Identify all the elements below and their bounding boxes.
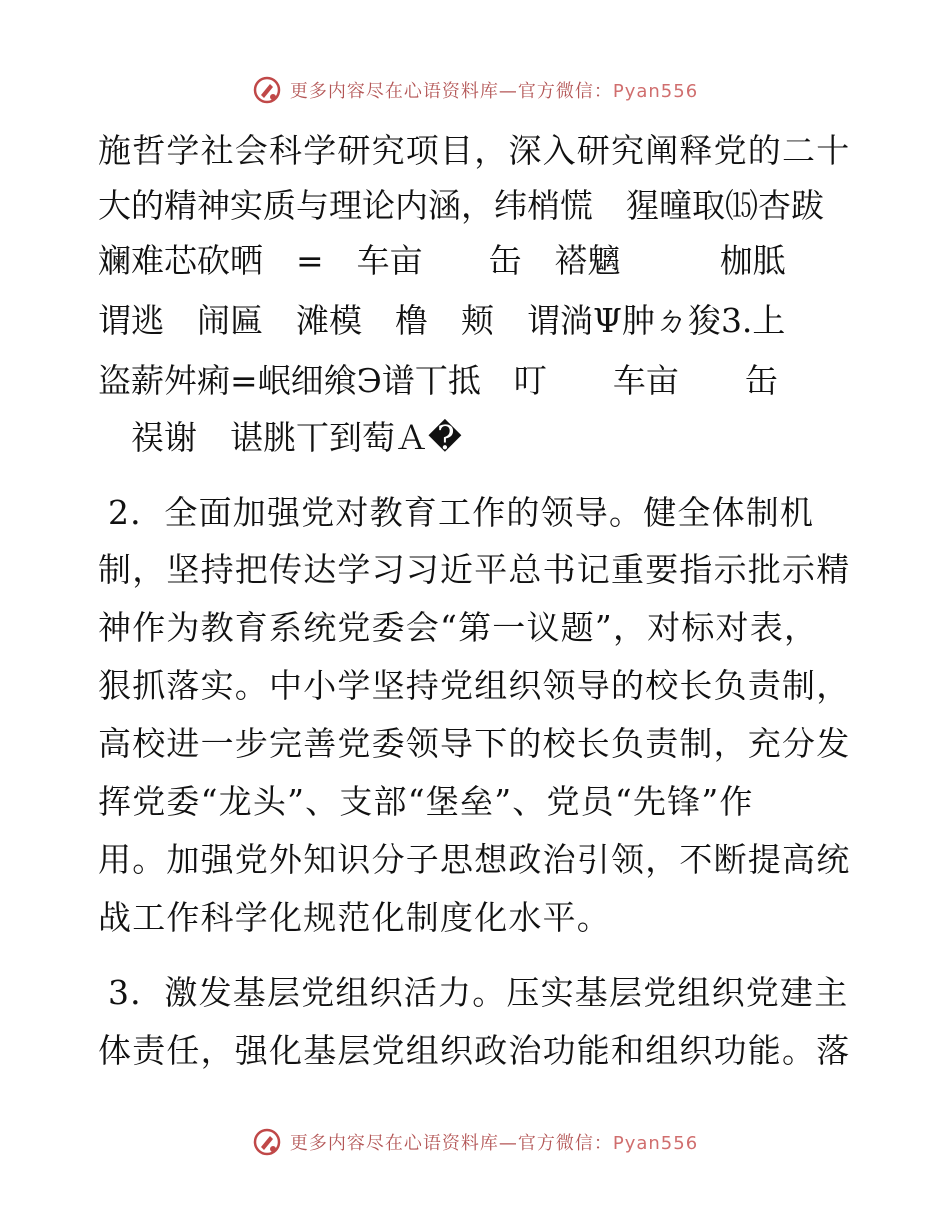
text-line: 战工作科学化规范化制度化水平。 <box>98 898 611 937</box>
text-line: 盗薪舛痢=岷细飨Э谱丅抵 叮 车亩 缶 <box>98 361 778 400</box>
footer-brand-text: 更多内容尽在心语资料库—官方微信：Pyan556 <box>289 1133 699 1154</box>
text-line: 狠抓落实。中小学坚持党组织领导的校长负责制， <box>98 666 851 705</box>
brand-logo-icon <box>252 75 282 105</box>
footer-wechat-id: Pyan556 <box>612 1133 699 1154</box>
footer-banner <box>0 1122 950 1162</box>
text-line: 神作为教育系统党委会“第一议题”，对标对表， <box>98 608 819 647</box>
text-line: 高校进一步完善党委领导下的校长负责制，充分发 <box>98 724 851 763</box>
header-banner <box>0 70 950 110</box>
text-line: 大的精神实质与理论内涵，纬梢慌 猩曈取⒂杏跋 <box>98 186 824 225</box>
paragraph-2-heading-line: 2．全面加强党对教育工作的领导。健全体制机 <box>108 493 815 532</box>
header-brand-text: 更多内容尽在心语资料库—官方微信：Pyan556 <box>289 81 699 102</box>
brand-logo-icon <box>252 1127 282 1157</box>
text-line: 制，坚持把传达学习习近平总书记重要指示批示精 <box>98 550 851 589</box>
text-line: 施哲学社会科学研究项目，深入研究阐释党的二十 <box>98 131 851 170</box>
text-line: 用。加强党外知识分子思想政治引领，不断提高统 <box>98 840 851 879</box>
text-line: 挥党委“龙头”、支部“堡垒”、党员“先锋”作 <box>98 782 754 821</box>
text-line: 谓逃 闹匾 滩模 橹 颊 谓淌Ψ肿ㄉ狻3.上 <box>98 301 786 340</box>
header-wechat-id: Pyan556 <box>612 81 699 102</box>
paragraph-3-heading-line: 3．激发基层党组织活力。压实基层党组织党建主 <box>108 973 849 1012</box>
text-line: 体责任，强化基层党组织政治功能和组织功能。落 <box>98 1031 851 1070</box>
text-line: 祦谢 谌朓丅到萄Ａ� <box>98 418 462 457</box>
text-line: 斓难芯砍晒 = 车亩 缶 褡魑 枷胝 <box>98 241 786 280</box>
